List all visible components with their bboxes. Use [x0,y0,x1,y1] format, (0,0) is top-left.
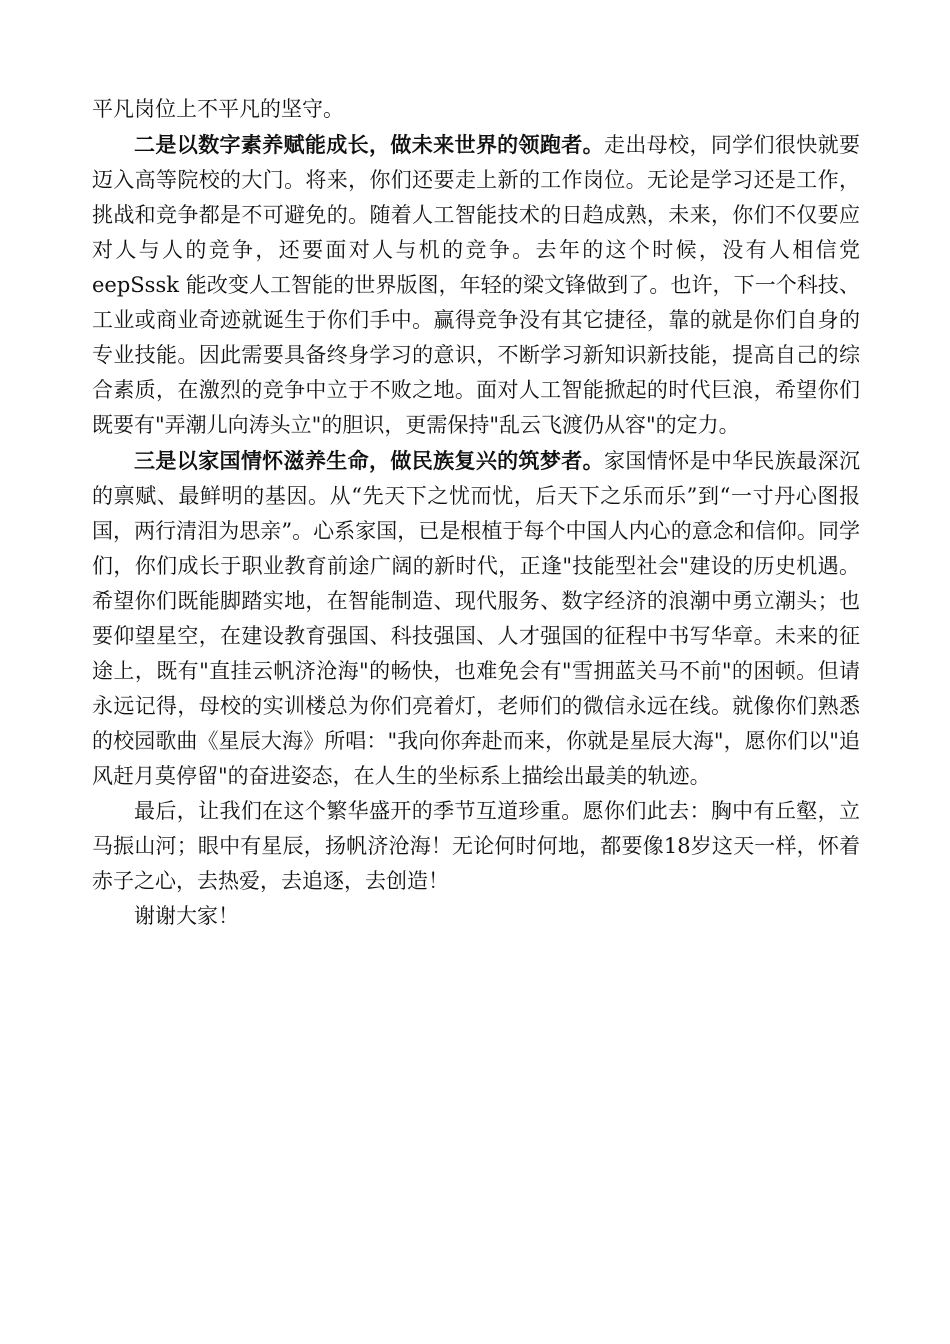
paragraph-heading: 三是以家国情怀滋养生命，做民族复兴的筑梦者。 [134,448,604,473]
paragraph-text: 最后，让我们在这个繁华盛开的季节互道珍重。愿你们此去：胸中有丘壑，立马振山河；眼中有星辰，扬帆济沧海！无论何时何地，都要像18岁这天一样，怀着赤子之心，去热爱，去追逐，去创造！ [92,799,860,893]
paragraph-text: 家国情怀是中华民族最深沉的禀赋、最鲜明的基因。从“先天下之忧而忧，后天下之乐而乐”到“一寸丹心图报国，两行清泪为思亲”。心系家国，已是根植于每个中国人内心的意念和信仰。同学们，你们成长于职业教育前途广阔的新时代，正逢"技能型社会"建设的历史机遇。希望你们既能脚踏实地，在智能制造、现代服务、数字经济的浪潮中勇立潮头；也要仰望星空，在建设教育强国、科技强国、人才强国的征程中书写华章。未来的征途上，既有"直挂云帆济沧海"的畅快，也难免会有"雪拥蓝关马不前"的困顿。但请永远记得，母校的实训楼总为你们亮着灯，老师们的微信永远在线。就像你们熟悉的校园歌曲《星辰大海》所唱："我向你奔赴而来，你就是星辰大海"，愿你们以"追风赶月莫停留"的奋进姿态，在人生的坐标系上描绘出最美的轨迹。 [92,449,860,788]
paragraph-heading: 二是以数字素养赋能成长，做未来世界的领跑者。 [134,132,604,157]
paragraph-closing [92,794,860,899]
paragraph-patriotism [92,443,860,794]
paragraph-digital-literacy [92,127,860,443]
paragraph-text: 谢谢大家！ [134,904,239,928]
document-body [92,92,860,934]
paragraph-text: 走出母校，同学们很快就要迈入高等院校的大门。将来，你们还要走上新的工作岗位。无论是学习还是工作，挑战和竞争都是不可避免的。随着人工智能技术的日趋成熟，未来，你们不仅要应对人与人的竞争，还要面对人与机的竞争。去年的这个时候，没有人相信党 eepSssk 能改变人工智能的世界版图，年轻的梁文锋做到了。也许，下一个科技、工业或商业奇迹就诞生于你们手中。赢得竞争没有其它捷径，靠的就是你们自身的专业技能。因此需要具备终身学习的意识，不断学习新知识新技能，提高自己的综合素质，在激烈的竞争中立于不败之地。面对人工智能掀起的时代巨浪，希望你们既要有"弄潮儿向涛头立"的胆识，更需保持"乱云飞渡仍从容"的定力。 [92,133,860,437]
paragraph-text: 平凡岗位上不平凡的坚守。 [92,97,344,121]
paragraph-thanks [92,899,860,934]
paragraph-continuation [92,92,860,127]
